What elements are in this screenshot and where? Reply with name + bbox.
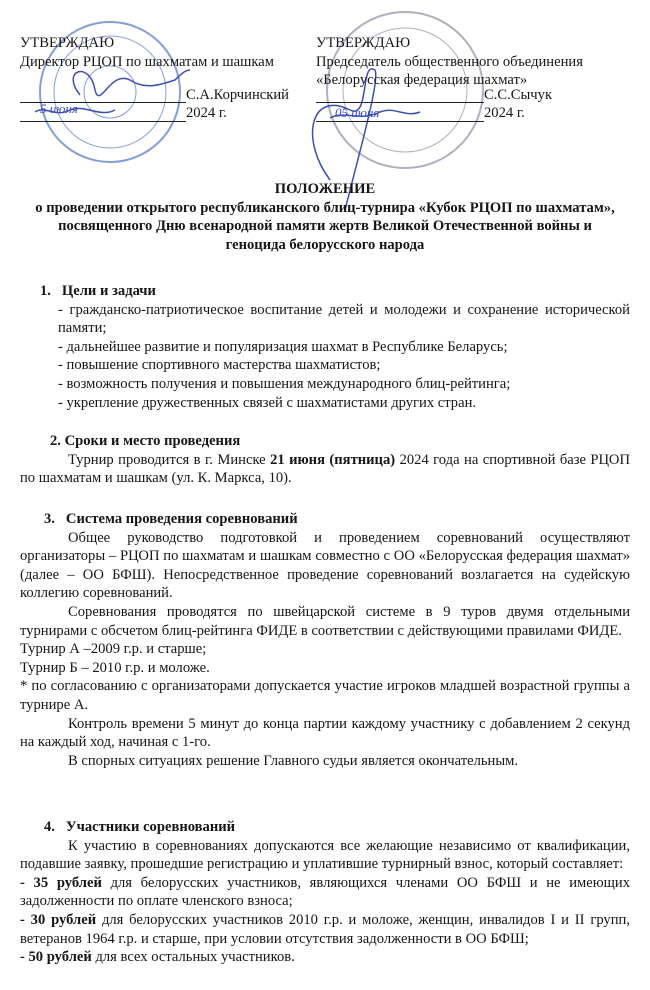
section-number: 4.	[44, 819, 55, 835]
section-number: 1.	[40, 283, 51, 299]
list-item: - укрепление дружественных связей с шахматистами других стран.	[58, 394, 477, 411]
fee-item	[20, 911, 630, 948]
handwritten-date: 5 июня	[40, 101, 78, 116]
approval-year: 2024 г.	[484, 105, 525, 121]
signature-line	[316, 102, 484, 103]
approval-name: С.С.Сычук	[484, 87, 553, 103]
list-item: - гражданско-патриотическое воспитание детей и молодежи и сохранение исторической памяти;	[58, 301, 630, 337]
approval-year: 2024 г.	[186, 105, 227, 121]
approval-right	[316, 34, 583, 90]
title-sub: о проведении открытого республиканского блиц-турнира «Кубок РЦОП по шахматам»,	[35, 199, 615, 216]
approval-word: УТВЕРЖДАЮ	[20, 35, 115, 51]
title-main: ПОЛОЖЕНИЕ	[274, 181, 376, 197]
approval-word: УТВЕРЖДАЮ	[316, 35, 411, 51]
paragraph: К участию в соревнованиях допускаются все желающие независимо от квалификации, подавшие заявку, прошедшие регистрацию и уплатившие турнирный взнос, который составляет:	[20, 837, 630, 873]
section-system	[20, 510, 630, 770]
approval-name: С.А.Корчинский	[186, 87, 289, 103]
section-heading: 2. Сроки и место проведения	[50, 433, 241, 449]
paragraph-text: Турнир проводится в г. Минске	[68, 451, 271, 468]
section-heading: Цели и задачи	[61, 283, 156, 299]
list-item: - возможность получения и повышения международного блиц-рейтинга;	[58, 375, 511, 392]
handwritten-date: 05 июня	[335, 105, 380, 120]
paragraph: Контроль времени 5 минут до конца партии каждому участнику с добавлением 2 секунд на каждый ход, начиная с 1-го.	[20, 715, 630, 751]
section-heading: Система проведения соревнований	[65, 511, 298, 527]
approval-organization: «Белорусская федерация шахмат»	[316, 72, 528, 89]
date-line	[20, 121, 186, 122]
section-participants	[20, 818, 630, 967]
approval-left	[20, 34, 274, 71]
section-goals	[20, 282, 630, 412]
approval-position: Председатель общественного объединения	[316, 53, 583, 70]
fee-text: для белорусских участников, являющихся членами ОО БФШ и не имеющих задолженности по оплате членского взноса;	[20, 874, 630, 910]
document-title	[20, 180, 630, 254]
list-item: - повышение спортивного мастерства шахматистов;	[58, 357, 381, 374]
list-item: - дальнейшее развитие и популяризация шахмат в Республике Беларусь;	[58, 338, 508, 355]
paragraph: Соревнования проводятся по швейцарской системе в 9 туров двумя отдельными турнирами с обсчетом блиц-рейтинга ФИДЕ в соответствии с действующими правилами ФИДЕ.	[20, 603, 630, 639]
section-number: 3.	[44, 511, 55, 527]
paragraph: Общее руководство подготовкой и проведением соревнований осуществляют организаторы – РЦОП по шахматам и шашкам совместно с ОО «Белорусская федерация шахмат» (далее – ОО БФШ). Непосредственное проведение соревнований возлагается на судейскую коллегию соревнований.	[20, 529, 630, 602]
fee-item	[20, 948, 630, 967]
title-sub: посвященного Дню всенародной памяти жертв Великой Отечественной войны и	[58, 218, 592, 235]
paragraph: В спорных ситуациях решение Главного судьи является окончательным.	[68, 752, 519, 769]
fee-amount: - 50 рублей	[20, 949, 92, 966]
fee-text: для белорусских участников 2010 г.р. и моложе, женщин, инвалидов I и II групп, ветеранов 1964 г.р. и старше, при условии отсутствия задолженности в ОО БФШ;	[20, 911, 630, 947]
title-sub: геноцида белорусского народа	[225, 236, 425, 253]
section-heading: Участники соревнований	[65, 819, 236, 835]
paragraph-text: 2024 года на спортивной базе РЦОП по шахматам и шашкам (ул. К. Маркса, 10).	[20, 451, 630, 487]
tournament-a: Турнир А –2009 г.р. и старше;	[20, 641, 207, 658]
fee-amount: - 30 рублей	[20, 911, 97, 928]
section-dates	[20, 432, 630, 488]
tournament-b: Турнир Б – 2010 г.р. и моложе.	[20, 659, 210, 676]
approval-position: Директор РЦОП по шахматам и шашкам	[20, 53, 274, 70]
fee-amount: - 35 рублей	[20, 874, 102, 891]
note: * по согласованию с организаторами допускается участие игроков младшей возрастной группы а турнире А.	[20, 678, 630, 713]
event-date: 21 июня (пятница)	[270, 451, 396, 468]
fee-text: для всех остальных участников.	[91, 949, 295, 966]
fee-item	[20, 874, 630, 911]
